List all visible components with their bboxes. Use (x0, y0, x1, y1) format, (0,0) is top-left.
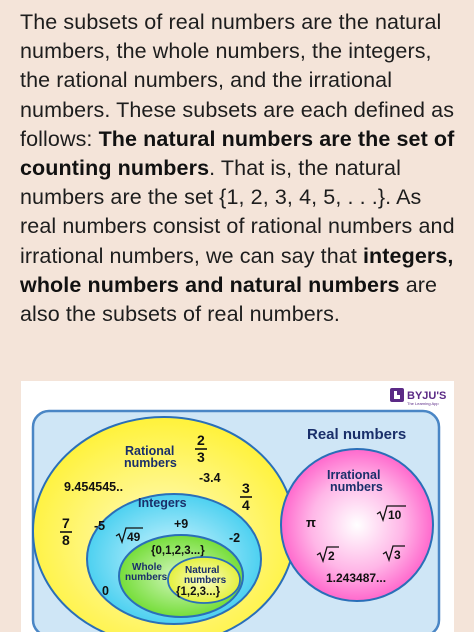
radicand: 49 (127, 530, 141, 544)
fraction-denominator: 8 (62, 532, 70, 548)
fraction-numerator: 2 (197, 432, 205, 448)
value-9-454545: 9.454545.. (64, 480, 124, 494)
real-numbers-venn-diagram (21, 381, 454, 632)
radicand: 3 (394, 548, 401, 562)
natural-label-line2: numbers (184, 575, 227, 586)
integers-label: Integers (138, 496, 187, 510)
value-1-243487: 1.243487... (326, 571, 387, 585)
value-neg-2: -2 (229, 531, 241, 545)
real-numbers-title: Real numbers (307, 426, 407, 443)
fraction-denominator: 4 (242, 497, 250, 513)
value-plus-9: +9 (174, 517, 189, 531)
whole-label-line2: numbers (125, 572, 168, 583)
rational-label-line2: numbers (124, 456, 177, 470)
natural-label-line1: Natural (185, 565, 220, 576)
logo-text: BYJU'S (407, 390, 447, 402)
value-zero: 0 (102, 584, 109, 598)
paragraph-text-3: are also the subsets of real numbers. (20, 272, 438, 327)
natural-numbers-set-notation: {1,2,3...} (176, 586, 221, 598)
byjus-logo (390, 388, 446, 406)
fraction-numerator: 3 (242, 480, 250, 496)
whole-label-line1: Whole (132, 562, 162, 573)
logo-tagline: The Learning App (407, 401, 439, 406)
paragraph-text-1: The subsets of real numbers are the natural numbers, the whole numbers, the integers, the rational numbers, and the irrational numbers. These subsets are each defined as follows: (20, 10, 455, 151)
value-neg-5: -5 (94, 519, 106, 533)
irrational-label-line1: Irrational (327, 468, 381, 482)
irrational-label-line2: numbers (330, 480, 383, 494)
rational-label-line1: Rational (125, 444, 175, 458)
whole-numbers-set-notation: {0,1,2,3...} (151, 545, 205, 557)
paragraph-bold-2: integers, whole numbers and natural numbers (20, 243, 454, 297)
value-pi: π (306, 515, 316, 530)
paragraph-bold-1: The natural numbers are the set of counting numbers (20, 126, 455, 181)
radicand: 10 (388, 508, 402, 522)
paragraph-text-2: . That is, the natural numbers are the set {1, 2, 3, 4, 5, . . .}. As real numbers consist of rational numbers and irrational numbers, we can say that (20, 156, 455, 268)
radicand: 2 (328, 549, 335, 563)
body-paragraph (20, 8, 460, 329)
value-neg-3-4: -3.4 (199, 471, 221, 485)
fraction-denominator: 3 (197, 449, 205, 465)
fraction-numerator: 7 (62, 515, 70, 531)
